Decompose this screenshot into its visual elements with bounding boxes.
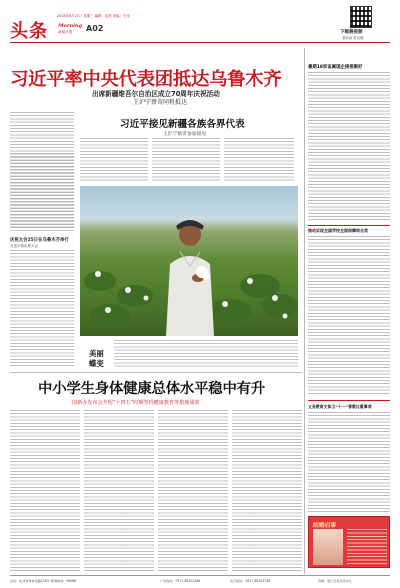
wedding-banner-text [347, 529, 387, 565]
wedding-banner-title: 结婚启事 [313, 523, 337, 529]
right-box3-body [308, 412, 390, 512]
bottom-headline: 中小学生身体健康总体水平稳中有升 [38, 381, 266, 397]
story2-headline: 习近平接见新疆各族各界代表 [120, 119, 245, 130]
right-col-divider [304, 48, 305, 574]
left-brief-body [10, 250, 74, 368]
footer-address: 社址：杭州市体育场路218号 新闻热线：96068 [10, 579, 77, 583]
bottom-section-rule [10, 372, 302, 373]
bottom-subheadline: 国新办发布会介绍“十四五”时期坚持健康教育等措施成效 [72, 400, 200, 406]
footer-distribution: 发行热线：0571-85103738 [230, 579, 271, 583]
brand-en: Morning [58, 23, 83, 29]
photo-caption-title: 美丽蝶变 [89, 349, 104, 368]
footer-rule [10, 575, 390, 576]
story2-body-3 [224, 138, 294, 182]
left-brief-sub: 习近平将出席大会 [10, 244, 38, 248]
qr-sub: 看新闻 看直播 [342, 36, 364, 40]
brand-cn: 新闻早报 [58, 30, 73, 34]
right-box1-body [308, 72, 390, 222]
wedding-banner [308, 516, 390, 568]
right-box3-title: 义务教育文体卫“十一”普教比重事项 [308, 404, 372, 409]
lead-headline: 习近平率中央代表团抵达乌鲁木齐 [10, 69, 282, 90]
bottom-body-2 [84, 410, 154, 572]
lead-subheadline: 出席新疆维吾尔自治区成立70周年庆祝活动 [92, 90, 220, 98]
bottom-body-4 [232, 410, 302, 572]
right-box2-body [308, 236, 390, 396]
qr-title: 下载晨视频 [340, 30, 363, 35]
footer-print: 印刷：浙江日报印务中心 [318, 579, 353, 583]
right-box1-title: 暑期18家省属国企接捐聚好 [308, 65, 363, 70]
section-title: 头条 [10, 21, 48, 42]
story2-body-2 [152, 138, 220, 182]
right-box2-title: 推动实现全国学校全面保障综合类 [308, 228, 368, 233]
masthead-date: 2024年8月21日 星期三 编辑：吴萍 美编：王伟 [57, 14, 130, 18]
page-number: A02 [86, 24, 104, 33]
footer-ad-hotline: 广告热线：0571-85102266 [160, 579, 201, 583]
wedding-banner-photo [313, 529, 343, 565]
right-sep-1 [308, 225, 390, 226]
qr-code-icon [350, 6, 372, 28]
cotton-field-photo [80, 186, 298, 336]
left-brief-title: 庆祝大会25日在乌鲁木齐举行 [10, 238, 69, 243]
story2-body-1 [80, 138, 148, 182]
lead-subheadline-2: 王沪宁蔡奇同机抵达 [133, 99, 188, 106]
photo-caption-text [114, 340, 298, 368]
photo-illustration [80, 186, 298, 336]
bottom-body-3 [158, 410, 228, 572]
story2-sub: 王沪宁蔡奇参加接见 [163, 132, 207, 137]
header-rule [10, 42, 390, 43]
bottom-body-1 [10, 410, 80, 572]
lead-body-col1b [10, 153, 74, 231]
right-sep-2 [308, 400, 390, 401]
